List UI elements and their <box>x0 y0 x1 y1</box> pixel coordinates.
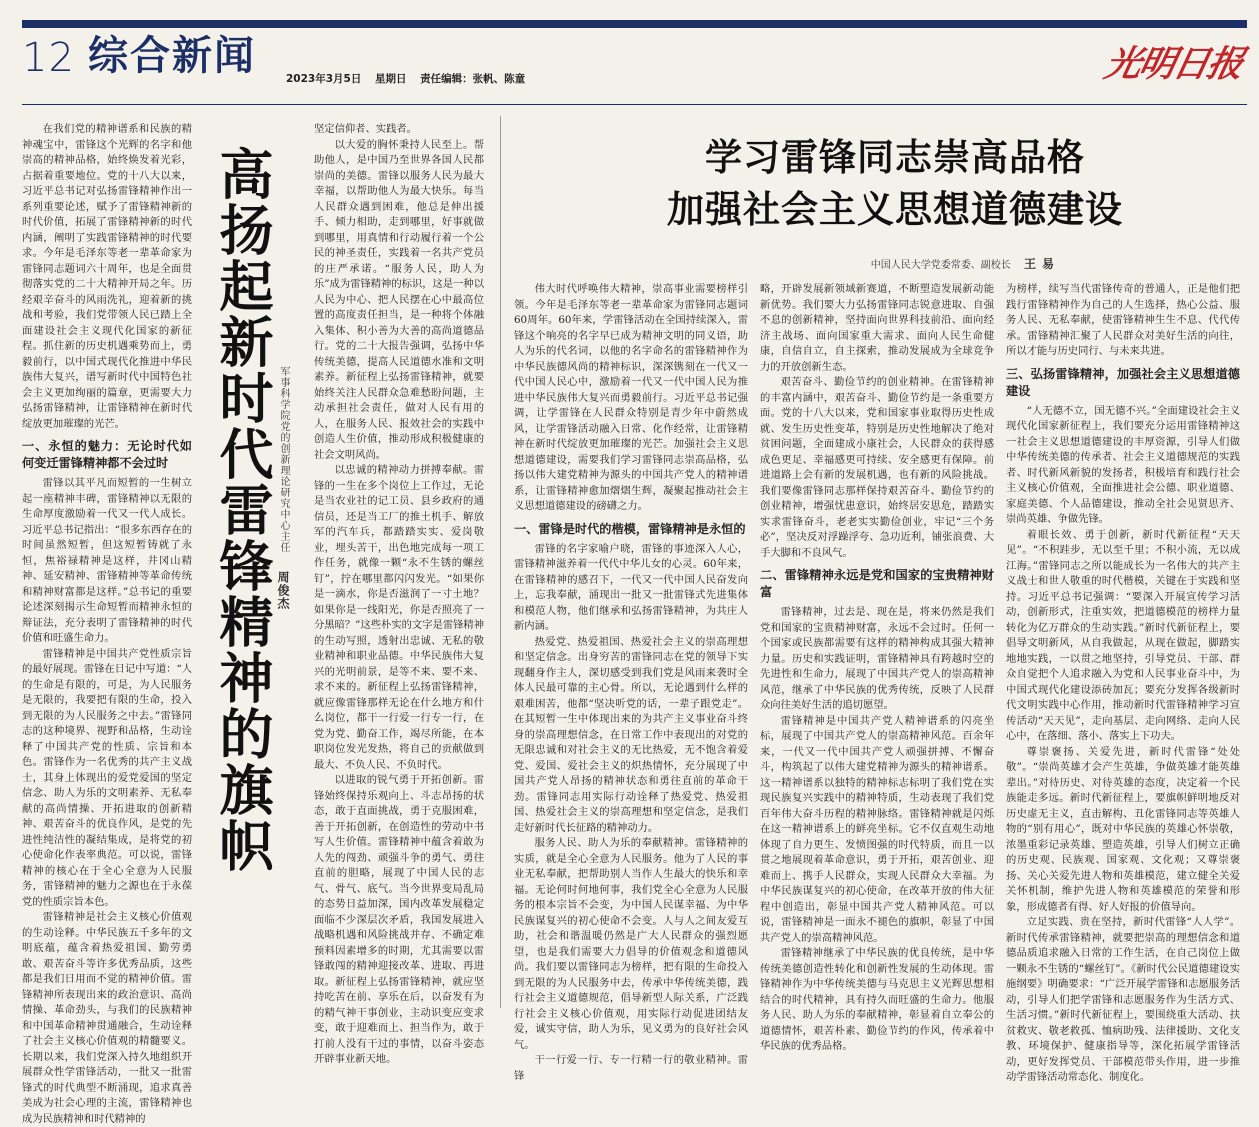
paragraph: 以忠诚的精神动力拼搏奉献。雷锋的一生在多个岗位上工作过，无论是当农业社的记工员、县乡政府的通信员，还是当工厂的推土机手、解放军的汽车兵，都踏踏实实、爱岗敬业，埋头苦干，出色地完成每一项工作任务，就像一颗“永不生锈的螺丝钉”，拧在哪里都闪闪发光。“如果你是一滴水，你是否滋润了一寸土地？如果你是一线阳光，你是否照亮了一分黑暗？”这些朴实的文字是雷锋精神的生动写照，透射出忠诚、无私的敬业精神和职业品德。中华民族伟大复兴的光明前景，是等不来、要不来、求不来的。新征程上弘扬雷锋精神，就应像雷锋那样无论在什么地方和什么岗位，都干一行爱一行专一行，在党为党、勤奋工作，竭尽所能，在本职岗位发光发热，将自己的贡献做到最大、不负人民、不负时代。 <box>314 464 485 771</box>
issue-date: 2023年3月5日 <box>286 73 362 85</box>
dateline <box>286 71 535 86</box>
column-2-upper <box>258 122 484 1068</box>
main-article-column-1 <box>514 282 748 1082</box>
column-separator <box>500 116 501 1008</box>
paragraph: 干一行爱一行、专一行精一行的敬业精神。雷锋 <box>514 1054 748 1082</box>
left-article-title: 高扬起新时代雷锋精神的旗帜 <box>211 146 274 874</box>
main-article-column-3 <box>1006 282 1240 1083</box>
paragraph: “人无德不立，国无德不兴。”全面建设社会主义现代化国家新征程上，我们要充分运用雷锋精神这一社会主义思想道德建设的丰厚资源，引导人们做中华传统美德的传承者、社会主义道德规范的实践者、时代新风新貌的发扬者，积极培育和践行社会主义核心价值观，全面推进社会公德、职业道德、家庭美德、个人品德建设，推动全社会见贤思齐、崇尚英雄、争做先锋。 <box>1006 404 1240 525</box>
paragraph: 立足实践、贵在坚持，新时代雷锋“人人学”。新时代传承雷锋精神，就要把崇高的理想信念和道德品质追求融入日常的工作生活，在自己岗位上做一颗永不生锈的“螺丝钉”。《新时代公民道德建设实施纲要》明确要求：“广泛开展学雷锋和志愿服务活动，引导人们把学雷锋和志愿服务作为生活方式、生活习惯。”新时代新征程上，要围绕重大活动、扶贫救灾、敬老救孤、恤病助残、法律援助、文化支教、环境保护、健康指导等，深化拓展学雷锋活动，更好发挥党员、干部模范带头作用，进一步推动学雷锋活动常态化、制度化。 <box>1006 916 1240 1083</box>
byline-author: 王易 <box>1023 257 1060 271</box>
newspaper-logo: 光明日报 <box>1101 43 1246 85</box>
paragraph: 雷锋精神，过去是、现在是，将来仍然是我们党和国家的宝贵精神财富，永远不会过时。任何一个国家或民族都需要有这样的精神构成其强大精神力量。历史和实践证明，雷锋精神具有跨越时空的先进性和生命力，展现了中国共产党人的崇高精神风范，继承了中华民族的优秀传统，反映了人民群众向往美好生活的追切愿望。 <box>760 606 994 711</box>
left-article-column-1 <box>22 122 193 1125</box>
responsible-editors: 责任编辑：张帆、陈童 <box>420 73 526 85</box>
main-article-column-2 <box>760 282 994 1052</box>
byline-author: 周俊杰 <box>276 571 290 611</box>
subheading: 三、弘扬雷锋精神，加强社会主义思想道德建设 <box>1006 366 1240 398</box>
section-title: 综合新闻 <box>88 32 256 79</box>
paragraph: 伟大时代呼唤伟大精神，崇高事业需要榜样引领。今年是毛泽东等老一辈革命家为雷锋同志题词60周年。60年来，学雷锋活动在全国持续深入，雷锋这个响亮的名字早已成为精神文明的同义语，助人为乐的代名词，以他的名字命名的雷锋精神作为中华民族德风尚的精神标识，深深镌刻在一代又一代中国人民心中，激励着一代又一代中国人民为推进中华民族伟大复兴而勇毅前行。习近平总书记强调，让学雷锋在人民群众特别是青少年中蔚然成风，让学雷锋活动融入日常、化作经常，让雷锋精神在新时代绽放更加璀璨的光芒。加强社会主义思想道德建设，需要我们学习雷锋同志崇高品格，弘扬以伟大建党精神为源头的中国共产党人的精神谱系，让雷锋精神愈加熠熠生辉，凝聚起推动社会主义思想道德建设的磅礴之力。 <box>514 283 748 512</box>
paragraph: 雷锋精神是中国共产党性质宗旨的最好展现。雷锋在日记中写道：“人的生命是有限的，可是，为人民服务是无限的，我要把有限的生命，投入到无限的为人民服务之中去。”雷锋同志的这种境界、视野和品格，生动诠释了中国共产党的性质、宗旨和本色。雷锋作为一名优秀的共产主义战士，其身上体现出的爱党爱国的坚定信念、助人为乐的文明素养、无私奉献的高尚情操、开拓进取的创新精神、艰苦奋斗的优良作风，是党的先进性纯洁性的凝结集成，是将党的初心使命化作表率典范。可以说，雷锋精神的核心在于全心全意为人民服务，雷锋精神的魅力之源也在于永葆党的性质宗旨本色。 <box>22 647 193 908</box>
paragraph: 雷锋的名字家喻户晓，雷锋的事迹深入人心，雷锋精神滋养着一代代中华儿女的心灵。60年来，在雷锋精神的感召下，一代又一代中国人民奋发向上，忘我奉献，涌现出一批又一批雷锋式先进集体和模范人物，他们继承和弘扬雷锋精神，为共庄人新内涵。 <box>514 542 748 632</box>
title-line-1: 学习雷锋同志崇高品格 <box>705 136 1085 179</box>
main-article-byline <box>560 255 1060 272</box>
paragraph: 雷锋精神是中国共产党人精神谱系的闪亮坐标，展现了中国共产党人的崇高精神风范。百余年来，一代又一代中国共产党人顽强拼搏、不懈奋斗，构筑起了以伟大建党精神为源头的精神谱系。这一精神谱系以独特的精神标志标明了我们党在实现民族复兴实践中的精神特质，生动表现了我们党百年伟大奋斗历程的精神脉络。雷锋精神就是闪烁在这一精神谱系上的鲜亮坐标。它不仅直观生动地体现了自力更生、发愤图强的时代特质，而且一以贯之地展现着革命意识，勇于开拓，艰苦创业、迎难而上、携手人民群众，实现人民群众大幸福。为中华民族谋复兴的初心使命，在改革开放的伟大征程中创造出，彰显中国共产党人精神风范。可以说，雷锋精神是一面永不褪色的旗帜，彰显了中国共产党人的崇高精神风范。 <box>760 714 994 944</box>
paragraph: 以进取的锐气勇于开拓创新。雷锋始终保持乐观向上、斗志昂扬的状态，敢于直面挑战，勇于克服困难，善于开拓创新，在创造性的劳动中书写人生价值。雷锋精神中蕴含着敢为人先的闯劲、顽强斗争的勇气、勇往直前的胆略，展现了中国人民的志气、骨气、底气。当今世界变局乱局的态势日益加深，国内改革发展稳定面临不少深层次矛盾，我国发展进入战略机遇和风险挑战并存、不确定难预料因素增多的时期，尤其需要以雷锋敢闯的精神迎接改革、进取、再进取。新征程上弘扬雷锋精神，就应坚持吃苦在前、享乐在后，以奋发有为的精气神干事创业，主动识变应变求变，敢于迎难而上、担当作为，敢于打前人没有干过的事情，以奋斗姿态开辟事业新天地。 <box>314 774 484 1065</box>
paragraph: 热爱党、热爱祖国、热爱社会主义的崇高理想和坚定信念。出身穷苦的雷锋同志在党的领导下实现翻身作主人，深切感受到我们党是风雨来袭时全体人民最可靠的主心骨。所以，无论遇到什么样的艰难困苦，他都“坚决听党的话，一辈子跟党走”。在其短暂一生中体现出来的为共产主义事业奋斗终身的崇高理想信念，在日常工作中表现出的对党的无限忠诚和对社会主义的无比热爱，无不饱含着爱党、爱国、爱社会主义的炽热情怀，充分展现了中国共产党人昂扬的精神状态和勇往直前的革命干劲。雷锋同志用实际行动诠释了热爱党、热爱祖国、热爱社会主义的崇高理想和坚定信念，是我们走好新时代长征路的精神动力。 <box>514 635 748 834</box>
paragraph: 以大爱的胸怀秉持人民至上。帮助他人，是中国乃至世界各国人民都崇尚的美德。雷锋以服务人民为最大幸福，以帮助他人为最大快乐。每当人民群众遇到困难，他总是伸出援手、倾力相助，走到哪里，好事就做到哪里，用真情和行动履行着一个公民的神圣责任，实践着一名共产党员的庄严承诺。“服务人民，助人为乐”成为雷锋精神的标识，这是一种以人民为中心、把人民摆在心中最高位置的高度责任担当，是一种将个体融入集体、积小善为大善的高尚道德品行。党的二十大报告强调，弘扬中华传统美德，提高人民道德水准和文明素养。新征程上弘扬雷锋精神，就要始终关注人民群众急难愁盼问题，主动承担社会责任，做对人民有用的人，在服务人民、报效社会的实践中创造人生价值，推动形成积极健康的社会文明风尚。 <box>314 138 485 461</box>
paragraph: 为榜样，续写当代雷锋传奇的普通人，正是他们把践行雷锋精神作为自己的人生选择，热心公益、服务人民、无私奉献，使雷锋精神生生不息、代代传承。雷锋精神汇聚了人民群众对美好生活的向往，所以才能与历史同行、与未来共进。 <box>1006 283 1240 357</box>
paragraph: 坚定信仰者、实践者。 <box>314 123 417 135</box>
page-number: 12 <box>22 35 75 81</box>
paragraph: 在我们党的精神谱系和民族的精神魂宝中，雷锋这个光辉的名字和他崇高的精神品格，始终焕发着光彩，占据着重要地位。党的十八大以来，习近平总书记对弘扬雷锋精神作出一系列重要论述，赋予了雷锋精神新的时代价值，拓展了雷锋精神新的时代内涵，阐明了实践雷锋精神的时代要求。今年是毛泽东等老一辈革命家为雷锋同志题词六十周年，也是全面贯彻落实党的二十大精神开局之年。历经艰辛奋斗的风雨洗礼，迎着新的挑战和考验，我们党带领人民已踏上全面建设社会主义现代化国家的新征程。抓住新的历史机遇乘势而上，勇毅前行，以中国式现代化推进中华民族伟大复兴，谱写新时代中国特色社会主义更加绚丽的篇章，更需要大力弘扬雷锋精神，让雷锋精神在新时代绽放更加璀璨的光芒。 <box>22 123 192 430</box>
byline-affiliation: 中国人民大学党委常委、副校长 <box>870 260 1011 271</box>
masthead-rule <box>22 104 1247 105</box>
paragraph: 雷锋精神是社会主义核心价值观的生动诠释。中华民族五千多年的文明底蕴，蕴含着热爱祖国、勤劳勇敢、艰苦奋斗等许多优秀品质，这些都是我们日用而不觉的精神价值。雷锋精神所表现出来的政治意识、高尚情操、革命劲头，与我们的民族精神和中国革命精神贯通融合，生动诠释了社会主义核心价值观的精髓要义。长期以来，我们党深入持久地组织开展群众性学雷锋活动，一批又一批雷锋式的时代典型不断涌现，追求真善美成为社会心理的主流，雷锋精神也成为民族精神和时代精神的 <box>22 911 192 1125</box>
paragraph: 雷锋以其平凡而短暂的一生树立起一座精神丰碑，雷锋精神以无限的生命厚度激励着一代又一代人成长。习近平总书记指出：“很多东西存在的时间虽然短暂，但这短暂铸就了永恒，焦裕禄精神是这样，井冈山精神、延安精神、雷锋精神等革命传统和精神财富都是这样。”总书记的重要论述深刻揭示生命短暂而精神永恒的辩证法，充分表明了雷锋精神的时代价值和旺盛生命力。 <box>22 477 193 644</box>
paragraph: 着眼长效、勇于创新，新时代新征程“天天见”。“不积跬步，无以至千里；不积小流，无以成江海。”雷锋同志之所以能成长为一名伟大的共产主义战士和世人敬重的时代楷模，关键在于实践和坚持。习近平总书记强调：“要深入开展宣传学习活动，创新形式，注重实效，把道德模范的榜样力量转化为亿万群众的生动实践。”新时代新征程上，要倡导文明新风，从自我做起，从现在做起，脚踏实地地实践，一以贯之地坚持，引导党员、干部、群众自觉把个人追求融入为党和人民事业奋斗中，为中国式现代化建设添砖加瓦；要充分发挥各级新时代文明实践中心作用，推动新时代雷锋精神学习宣传活动“天天见”，走向基层、走向网络、走向人民心中，在落细、落小、落实上下功夫。 <box>1006 528 1240 742</box>
title-line-2: 加强社会主义思想道德建设 <box>667 188 1123 231</box>
masthead <box>0 0 1259 112</box>
top-color-bar <box>22 20 1247 28</box>
paragraph: 略，开辟发展新领域新赛道，不断塑造发展新动能新优势。我们要大力弘扬雷锋同志锐意进取、自强不息的创新精神，坚持面向世界科技前沿、面向经济主战场、面向国家重大需求、面向人民生命健康，自信自立，自主探索，推动发展成为全球竞争力的开放创新生态。 <box>760 283 994 373</box>
issue-weekday: 星期日 <box>375 73 407 85</box>
subheading: 一、雷锋是时代的楷模，雷锋精神是永恒的 <box>514 521 746 536</box>
paragraph: 服务人民、助人为乐的奉献精神。雷锋精神的实质，就是全心全意为人民服务。他为了人民的事业无私奉献，把帮助别人当作人生最大的快乐和幸福。无论何时何地何事，我们党全心全意为人民服务的根本宗旨不会变，为中国人民谋幸福、为中华民族谋复兴的初心使命不会变。人与人之间友爱互助，社会和谐温暖仍然是广大人民群众的强烈愿望，也是我们需要大力倡导的价值观念和道德风尚。我们要以雷锋同志为榜样，把有限的生命投入到无限的为人民服务中去，传承中华传统美德，践行社会主义道德规范，倡导新型人际关系，广泛践行社会主义核心价值观，用实际行动促进团结友爱，诚实守信，助人为乐，见义勇为的良好社会风气。 <box>514 837 748 1051</box>
subheading: 二、雷锋精神永远是党和国家的宝贵精神财富 <box>760 568 994 599</box>
subheading: 一、永恒的魅力：无论时代如何变迁雷锋精神都不会过时 <box>22 439 192 470</box>
byline-affiliation: 军事科学院党的创新理论研究中心主任 <box>278 366 289 553</box>
paragraph: 尊崇褒扬、关爱先进，新时代雷锋“处处敬”。“崇尚英雄才会产生英雄，争做英雄才能英雄辈出。”对待历史、对待英雄的态度，决定着一个民族能走多远。新时代新征程上，要旗帜鲜明地反对历史虚无主义，直击解构、丑化雷锋同志等英雄人物的“别有用心”，既对中华民族的英雄心怀崇敬，浓墨重彩记录英雄、塑造英雄，引导人们树立正确的历史观、民族观、国家观、文化观；又尊崇褒扬、关心关爱先进人物和英雄模范，建立健全关爱关怀机制，维护先进人物和英雄模范的荣誉和形象，形成德者有得、好人好报的价值导向。 <box>1006 745 1240 913</box>
main-article-title <box>560 132 1230 236</box>
paragraph: 雷锋精神继承了中华民族的优良传统，是中华传统美德创造性转化和创新性发展的生动体现。雷锋精神作为中华传统美德与马克思主义光辉思想相结合的时代精神，具有持久而旺盛的生命力。他服务人民、助人为乐的奉献精神，彰显着自立奉公的道德情怀，艰苦朴素、勤俭节约的作风，传承着中华民族的优秀品格。 <box>760 947 994 1052</box>
paragraph: 艰苦奋斗、勤俭节约的创业精神。在雷锋精神的丰富内涵中，艰苦奋斗、勤俭节约是一条重要方面。党的十八大以来，党和国家事业取得历史性成就、发生历史性变革，特别是历史性地解决了绝对贫困问题，全面建成小康社会，人民群众的获得感成色更足、幸福感更可持续、安全感更有保障。前进道路上会有新的发展机遇，也有新的风险挑战。我们要像雷锋同志那样保持艰苦奋斗、勤俭节约的创业精神，增强忧患意识，始终居安思危，踏踏实实求雷锋奋斗，老老实实勤俭创业，牢记“三个务必”，坚决反对浮躁浮夸、急功近利，铺张浪费、大手大脚和不良风气。 <box>760 376 994 559</box>
left-article-column-2 <box>258 122 485 1065</box>
